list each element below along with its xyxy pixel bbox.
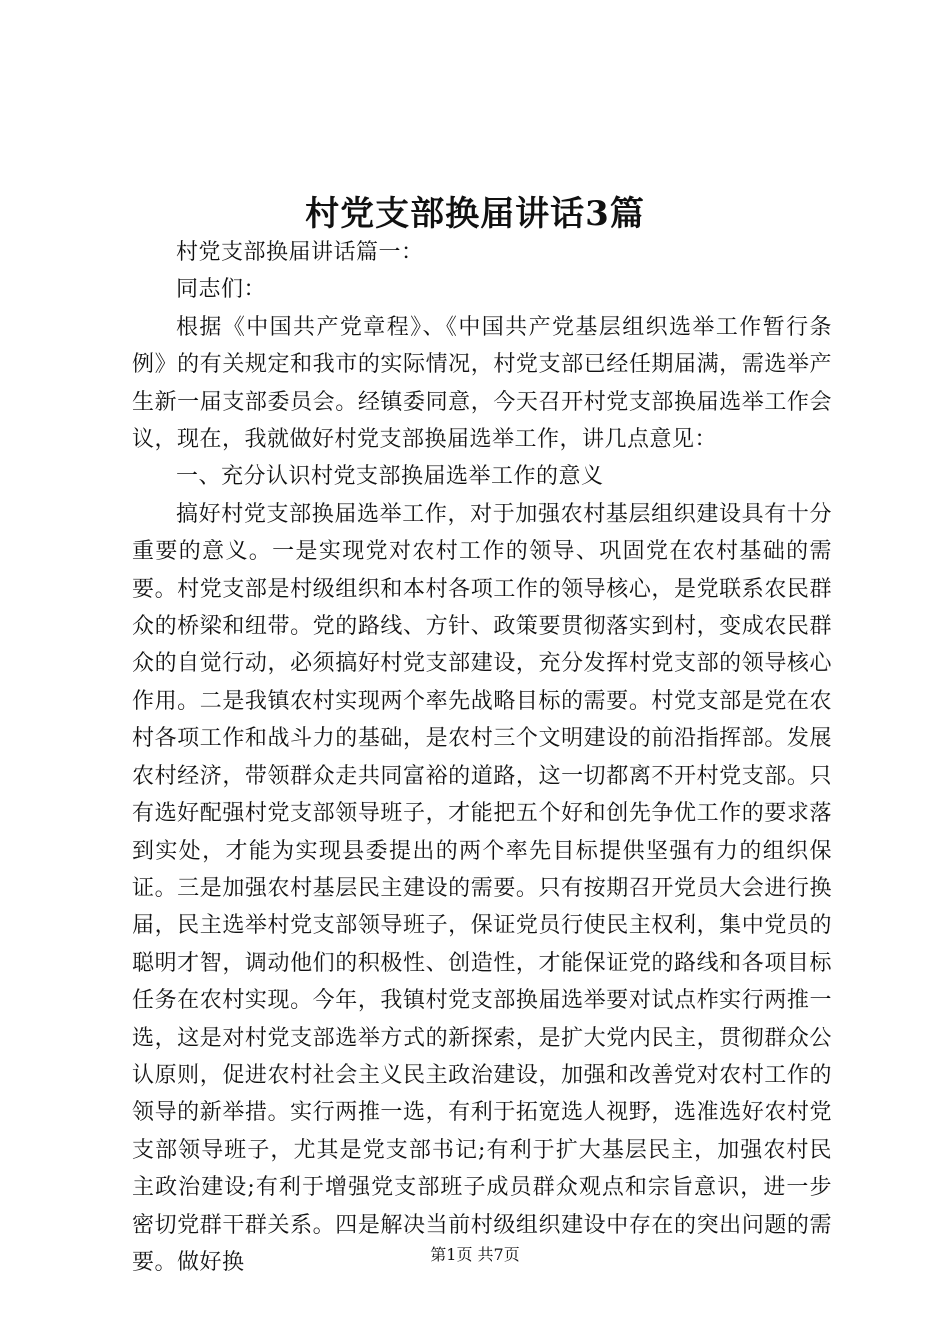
body-paragraph: 搞好村党支部换届选举工作，对于加强农村基层组织建设具有十分重要的意义。一是实现党对农村工作的领导、巩固党在农村基础的需要。村党支部是村级组织和本村各项工作的领导核心，是党联系农民群众的桥梁和纽带。党的路线、方针、政策要贯彻落实到村，变成农民群众的自觉行动，必须搞好村党支部建设，充分发挥村党支部的领导核心作用。二是我镇农村实现两个率先战略目标的需要。村党支部是党在农村各项工作和战斗力的基础，是农村三个文明建设的前沿指挥部。发展农村经济，带领群众走共同富裕的道路，这一切都离不开村党支部。只有选好配强村党支部领导班子，才能把五个好和创先争优工作的要求落到实处，才能为实现县委提出的两个率先目标提供坚强有力的组织保证。三是加强农村基层民主建设的需要。只有按期召开党员大会进行换届，民主选举村党支部领导班子，保证党员行使民主权利，集中党员的聪明才智，调动他们的积极性、创造性，才能保证党的路线和各项目标任务在农村实现。今年，我镇村党支部换届选举要对试点柞实行两推一选，这是对村党支部选举方式的新探索，是扩大党内民主，贯彻群众公认原则，促进农村社会主义民主政治建设，加强和改善党对农村工作的领导的新举措。实行两推一选，有利于拓宽选人视野，选准选好农村党支部领导班子，尤其是党支部书记;有利于扩大基层民主，加强农村民主政治建设;有利于增强党支部班子成员群众观点和宗旨意识，进一步密切党群干群关系。四是解决当前村级组织建设中存在的突出问题的需要。做好换: [132, 501, 832, 1275]
page-footer: 第1页 共7页: [430, 1245, 520, 1264]
section-heading: 村党支部换届讲话篇一：: [176, 240, 424, 265]
document-body: [132, 234, 832, 1281]
subsection-heading: 一、充分认识村党支部换届选举工作的意义: [176, 464, 604, 490]
body-paragraph: 根据《中国共产党章程》、《中国共产党基层组织选举工作暂行条例》的有关规定和我市的实际情况，村党支部已经任期届满，需选举产生新一届支部委员会。经镇委同意，今天召开村党支部换届选举工作会议，现在，我就做好村党支部换届选举工作，讲几点意见：: [132, 314, 832, 453]
document-title: 村党支部换届讲话3篇: [305, 194, 645, 234]
salutation: 同志们：: [176, 277, 267, 303]
